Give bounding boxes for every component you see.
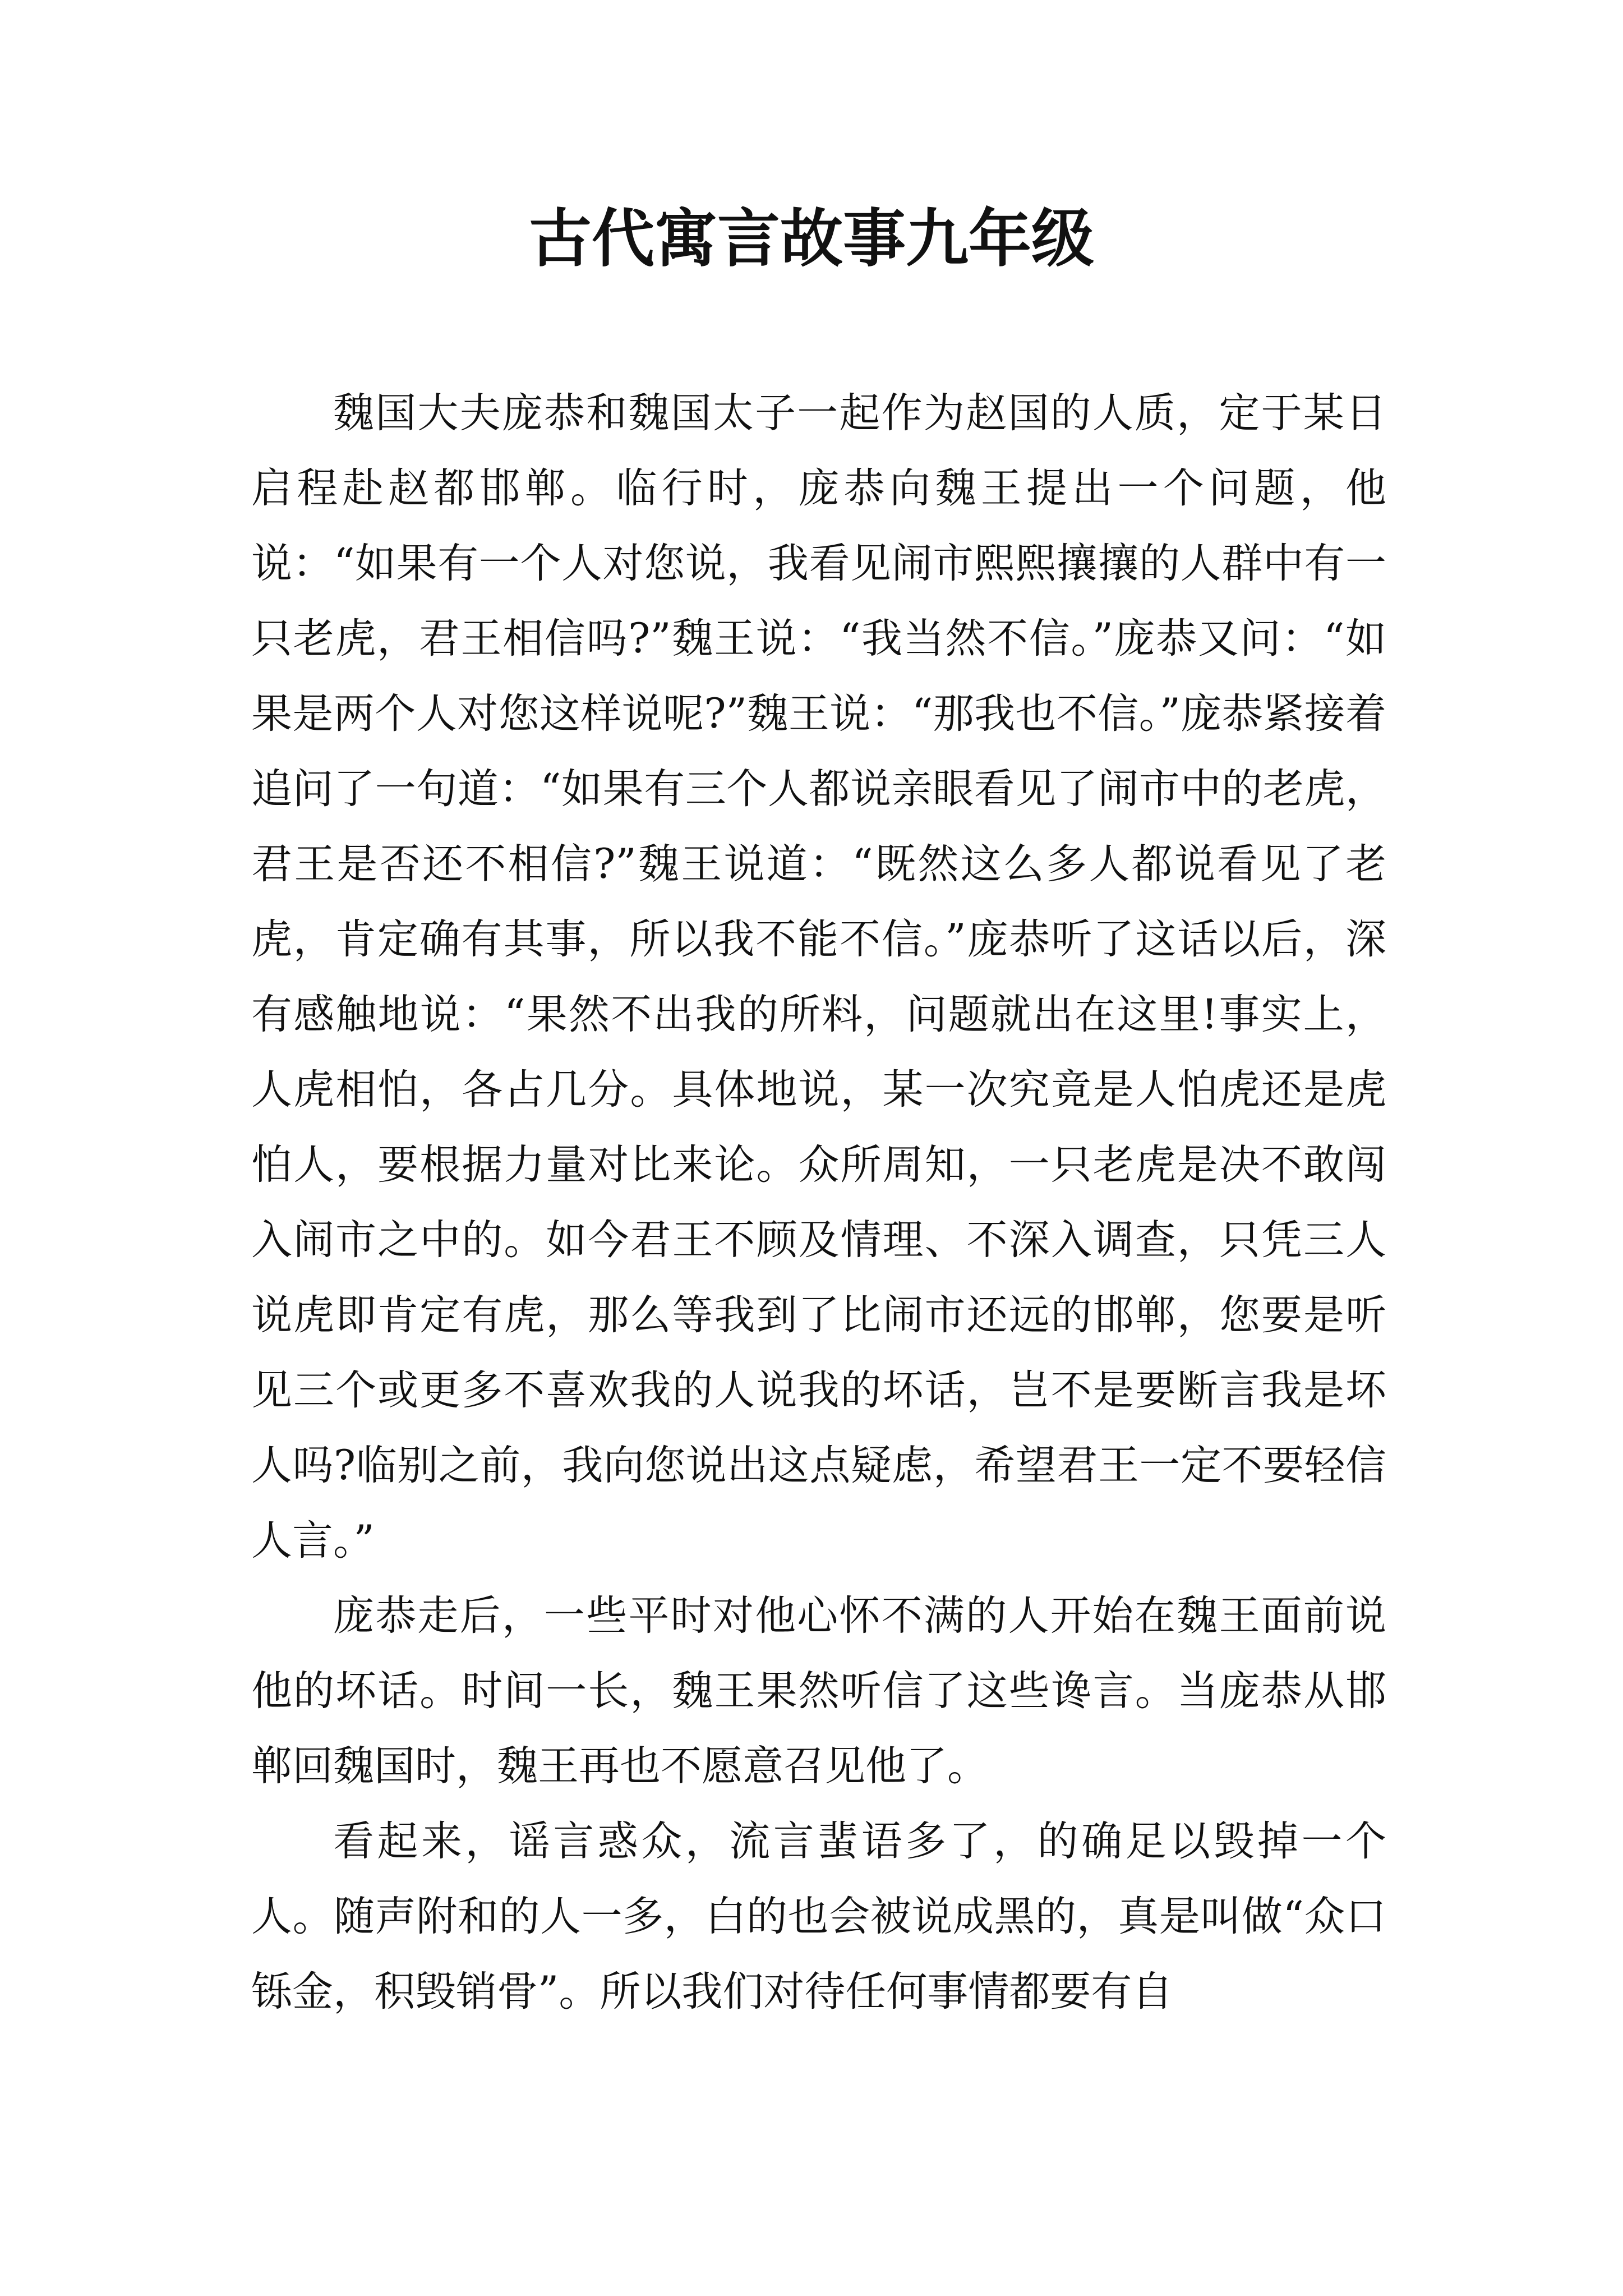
- paragraph-3: 看起来，谣言惑众，流言蜚语多了，的确足以毁掉一个人。随声附和的人一多，白的也会被说成黑的，真是叫做“众口铄金，积毁销骨”。所以我们对待任何事情都要有自: [251, 1818, 1386, 2016]
- document-title: 古代寓言故事九年级: [529, 202, 1094, 275]
- paragraph-2: 庞恭走后，一些平时对他心怀不满的人开始在魏王面前说他的坏话。时间一长，魏王果然听信了这些谗言。当庞恭从邯郸回魏国时，魏王再也不愿意召见他了。: [251, 1592, 1386, 1790]
- paragraph-1: 魏国大夫庞恭和魏国太子一起作为赵国的人质，定于某日启程赴赵都邯郸。临行时，庞恭向魏王提出一个问题，他说：“如果有一个人对您说，我看见闹市熙熙攘攘的人群中有一只老虎，君王相信吗?”魏王说：“我当然不信。”庞恭又问：“如果是两个人对您这样说呢?”魏王说：“那我也不信。”庞恭紧接着追问了一句道：“如果有三个人都说亲眼看见了闹市中的老虎，君王是否还不相信?”魏王说道：“既然这么多人都说看见了老虎，肯定确有其事，所以我不能不信。”庞恭听了这话以后，深有感触地说：“果然不出我的所料，问题就出在这里!事实上，人虎相怕，各占几分。具体地说，某一次究竟是人怕虎还是虎怕人，要根据力量对比来论。众所周知，一只老虎是决不敢闯入闹市之中的。如今君王不顾及情理、不深入调查，只凭三人说虎即肯定有虎，那么等我到了比闹市还远的邯郸，您要是听见三个或更多不喜欢我的人说我的坏话，岂不是要断言我是坏人吗?临别之前，我向您说出这点疑虑，希望君王一定不要轻信人言。”: [251, 389, 1386, 1565]
- document-body: [251, 376, 1386, 2030]
